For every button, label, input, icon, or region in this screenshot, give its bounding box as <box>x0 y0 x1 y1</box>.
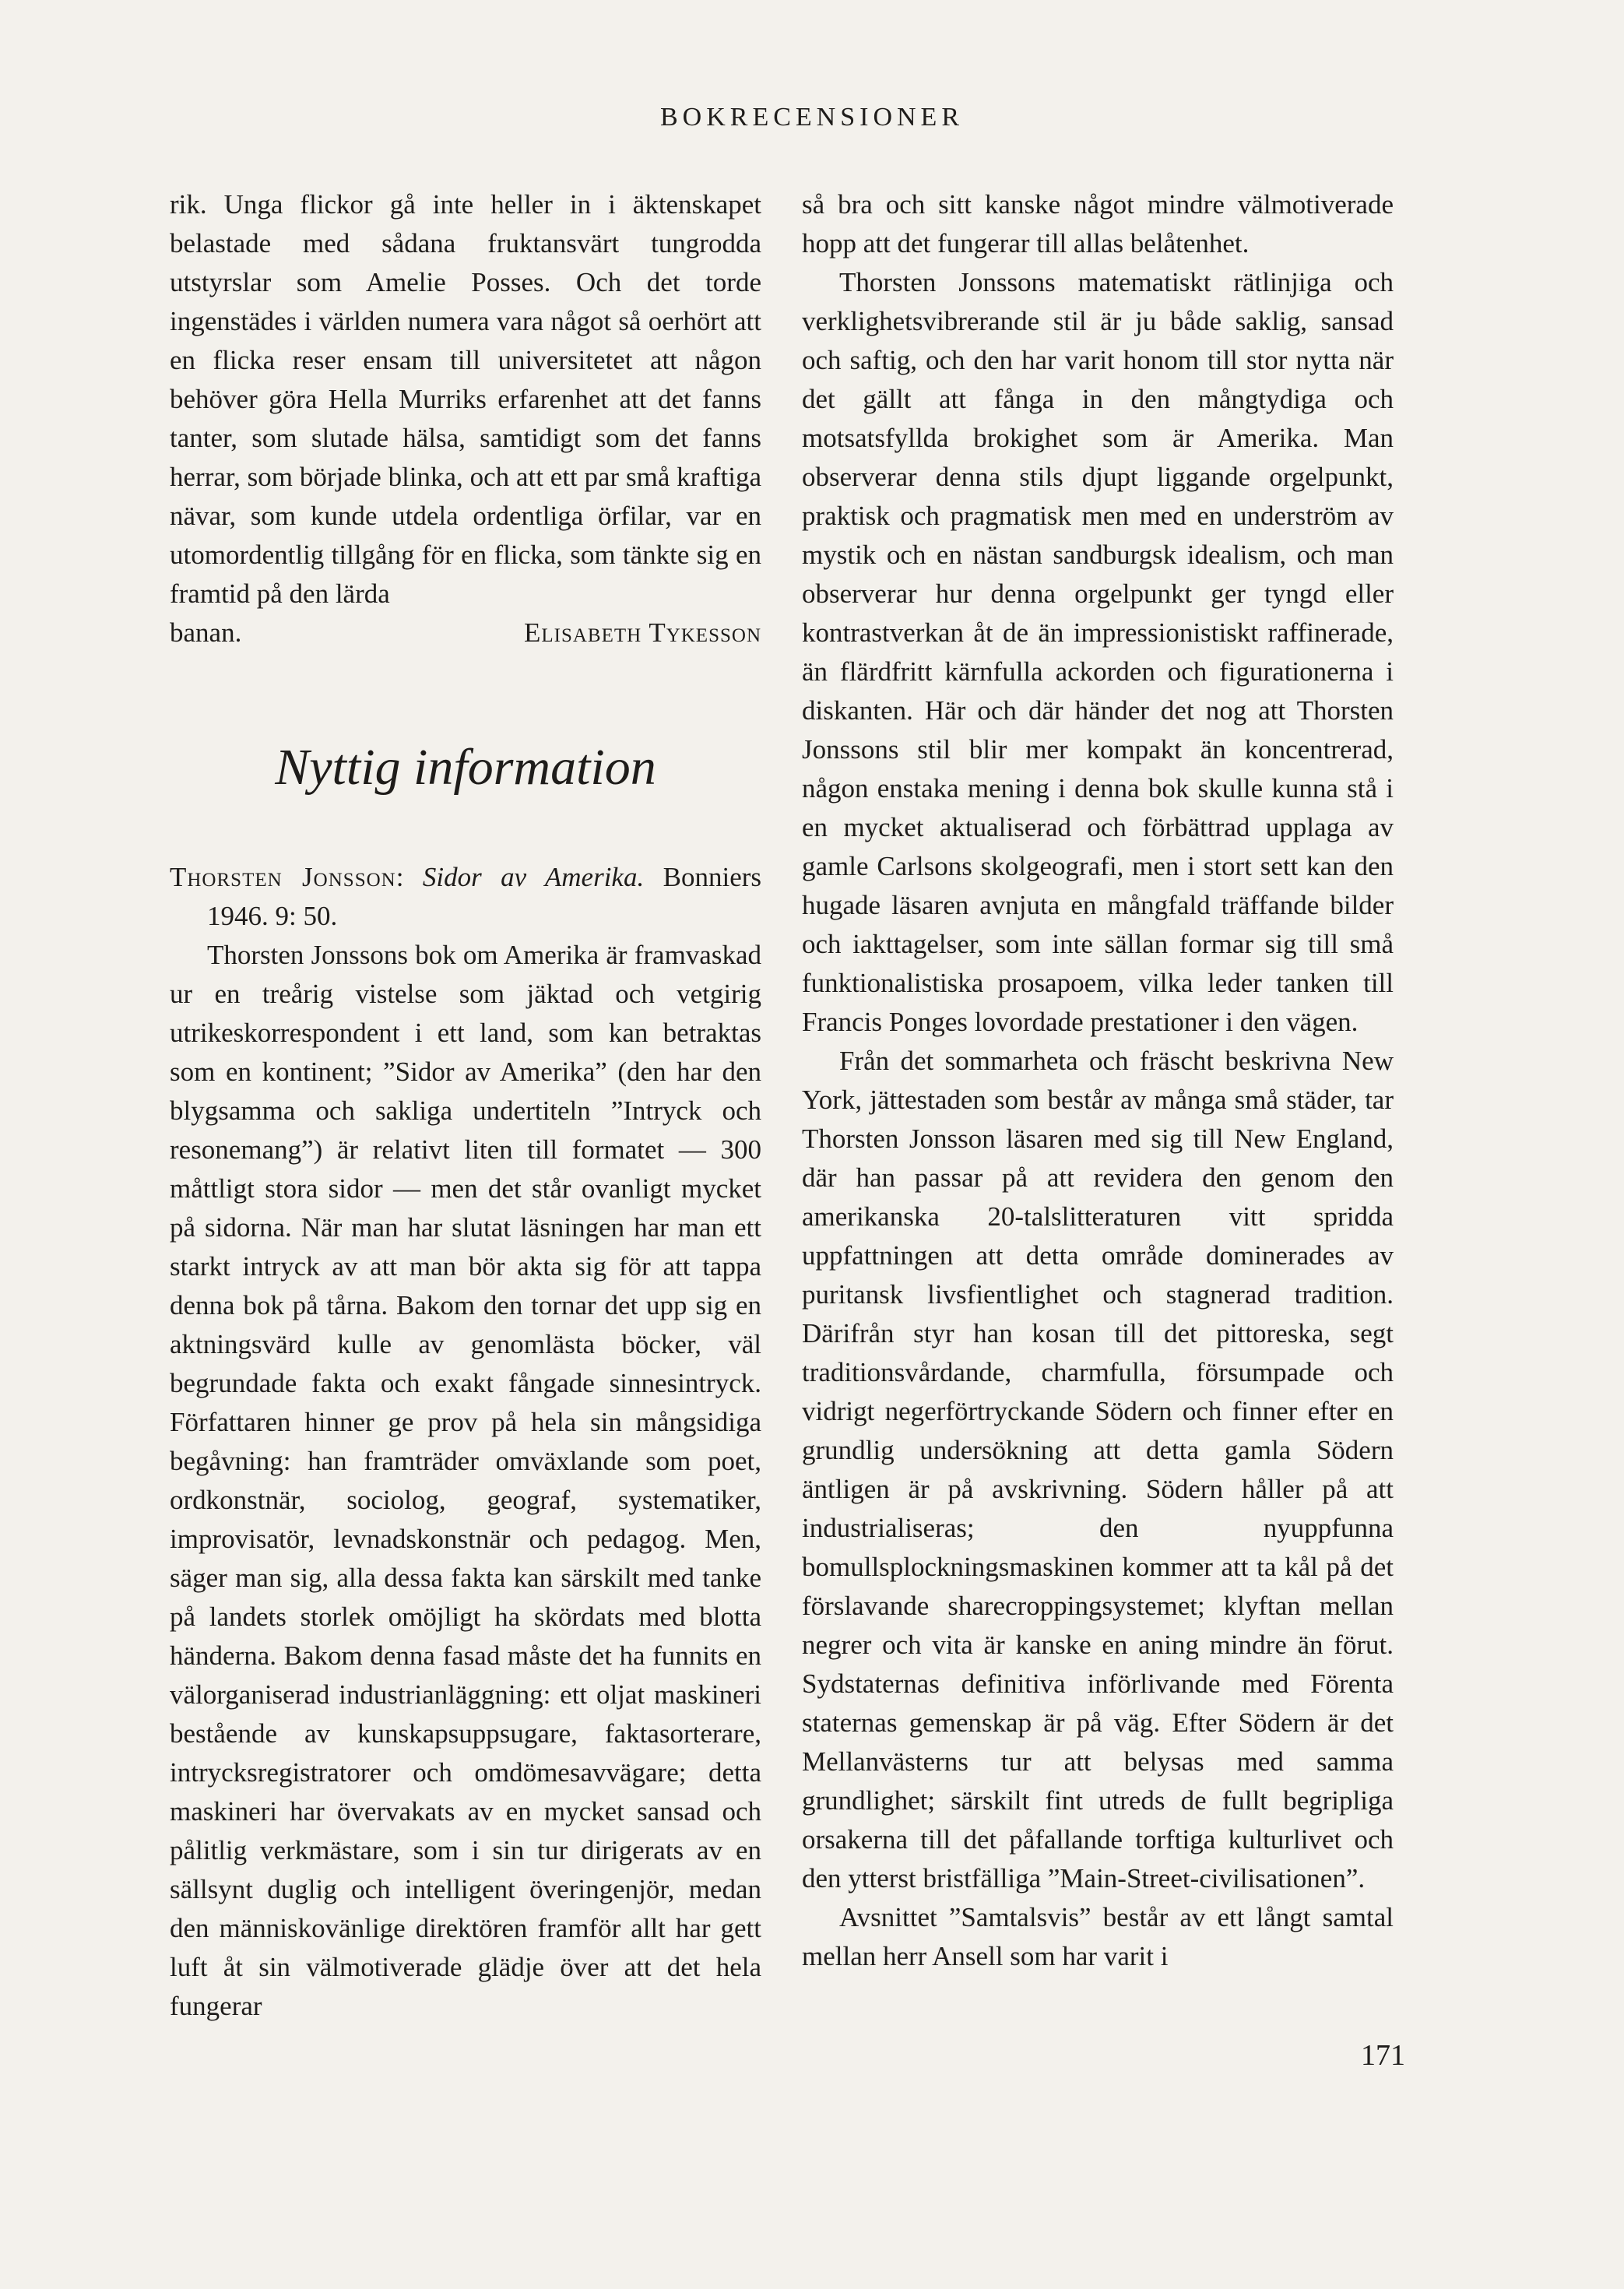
citation-author: Thorsten Jonsson <box>170 862 396 892</box>
page-number: 171 <box>1361 2039 1405 2072</box>
reviewer-signature: Elisabeth Tykesson <box>524 617 761 648</box>
right-column <box>802 185 1394 1976</box>
review-title: Nyttig information <box>275 739 656 796</box>
citation-separator: : <box>395 862 404 892</box>
review-paragraph: Thorsten Jonssons bok om Amerika är framvaskad ur en treårig vistelse som jäktad och vetgirig utrikeskorrespondent i ett land, som kan betraktas som en kontinent; ”Sidor av Amerika” (den har den blygsamma och sakliga undertiteln ”Intryck och resonemang”) är relativt liten till formatet — 300 måttligt stora sidor — men det står ovanligt mycket på sidorna. När man har slutat läsningen har man ett starkt intryck av att man bör akta sig för att tappa denna bok på tårna. Bakom den tornar det upp sig en aktningsvärd kulle av genomlästa böcker, väl begrundade fakta och exakt fångade sinnesintryck. Författaren hinner ge prov på hela sin mångsidiga begåvning: han framträder omväxlande som poet, ordkonstnär, sociolog, geograf, systematiker, improvisatör, levnadskonstnär och pedagog. Men, säger man sig, alla dessa fakta kan särskilt med tanke på landets storlek omöjligt ha skördats med blotta händerna. Bakom denna fasad måste det ha funnits en välorganiserad industrianläggning: ett oljat maskineri bestående av kunskapsuppsugare, faktasorterare, intrycksregistratorer och omdömesavvägare; detta maskineri har övervakats av en mycket sansad och pålitlig verkmästare, som i sin tur dirigerats av en sällsynt duglig och intelligent överingenjör, medan den människovänlige direktören framför allt har gett luft åt sin välmotiverade glädje över att det hela fungerar <box>170 940 761 2021</box>
review-paragraph: så bra och sitt kanske något mindre välmotiverade hopp att det fungerar till allas belåtenhet. <box>802 189 1394 258</box>
last-word: banan. <box>170 617 242 648</box>
review-paragraph: Från det sommarheta och fräscht beskrivna New York, jättestaden som består av många små städer, tar Thorsten Jonsson läsaren med sig till New England, där han passar på att revidera den genom den amerikanska 20-talslitteraturen vitt spridda uppfattningen att detta område dominerades av puritansk livsfientlighet och stagnerad tradition. Därifrån styr han kosan till det pittoreska, segt traditionsvårdande, charmfulla, försumpade och vidrigt negerförtryckande Södern och finner efter en grundlig undersökning att detta gamla Södern äntligen är på avskrivning. Södern håller på att industrialiseras; den nyuppfunna bomullsplockningsmaskinen kommer att ta kål på det förslavande sharecroppingsystemet; klyftan mellan negrer och vita är kanske en aning mindre än förut. Sydstaternas definitiva införlivande med Förenta staternas gemenskap är på väg. Efter Södern är det Mellanvästerns tur att belysas med samma grundlighet; särskilt fint utreds de fullt begripliga orsakerna till det påfallande torftiga kulturlivet och den ytterst bristfälliga ”Main-Street-civilisationen”. <box>802 1046 1394 1893</box>
review-paragraph: Thorsten Jonssons matematiskt rätlinjiga och verklighetsvibrerande stil är ju både saklig, sansad och saftig, och den har varit honom till stor nytta när det gällt att fånga in den mångtydiga och motsatsfyllda brokighet som är Amerika. Man observerar denna stils djupt liggande orgelpunkt, praktisk och pragmatisk men med en underström av mystik och en nästan sandburgsk idealism, och man observerar hur denna orgelpunkt ger tyngd eller kontrastverkan åt de än impressionistiskt raffinerade, än flärdfritt kärnfulla ackorden och figurationerna i diskanten. Här och där händer det nog att Thorsten Jonssons stil blir mer kompakt än koncentrerad, någon enstaka mening i denna bok skulle kunna stå i en mycket aktualiserad och förbättrad upplaga av gamle Carlsons skolgeografi, men i stort sett kan den hugade läsaren avnjuta en mångfald träffande bilder och iakttagelser, som inte sällan formar sig till små funktionalistiska prosapoem, vilka leder tanken till Francis Ponges lovordade prestationer i den vägen. <box>802 267 1394 1037</box>
citation-book-title: Sidor av Amerika. <box>422 862 645 892</box>
review-ending-line <box>170 614 761 652</box>
book-citation <box>170 858 761 936</box>
review-paragraph: Avsnittet ”Samtalsvis” består av ett långt samtal mellan herr Ansell som har varit i <box>802 1902 1394 1971</box>
review-continuation-paragraph: rik. Unga flickor gå inte heller in i äktenskapet belastade med sådana fruktansvärt tungrodda utstyrslar som Amelie Posses. Och det torde ingenstädes i världen numera vara något så oerhört att en flicka reser ensam till universitetet att någon behöver göra Hella Murriks erfarenhet att det fanns tanter, som slutade hälsa, samtidigt som det fanns herrar, som började blinka, och att ett par små kraftiga nävar, som kunde utdela ordentliga örfilar, var en utomordentlig tillgång för en flicka, som tänkte sig en framtid på den lärda <box>170 189 761 609</box>
left-column <box>170 185 761 2026</box>
running-header: BOKRECENSIONER <box>659 103 965 132</box>
citation-details: Bonniers 1946. 9: 50. <box>207 862 762 931</box>
